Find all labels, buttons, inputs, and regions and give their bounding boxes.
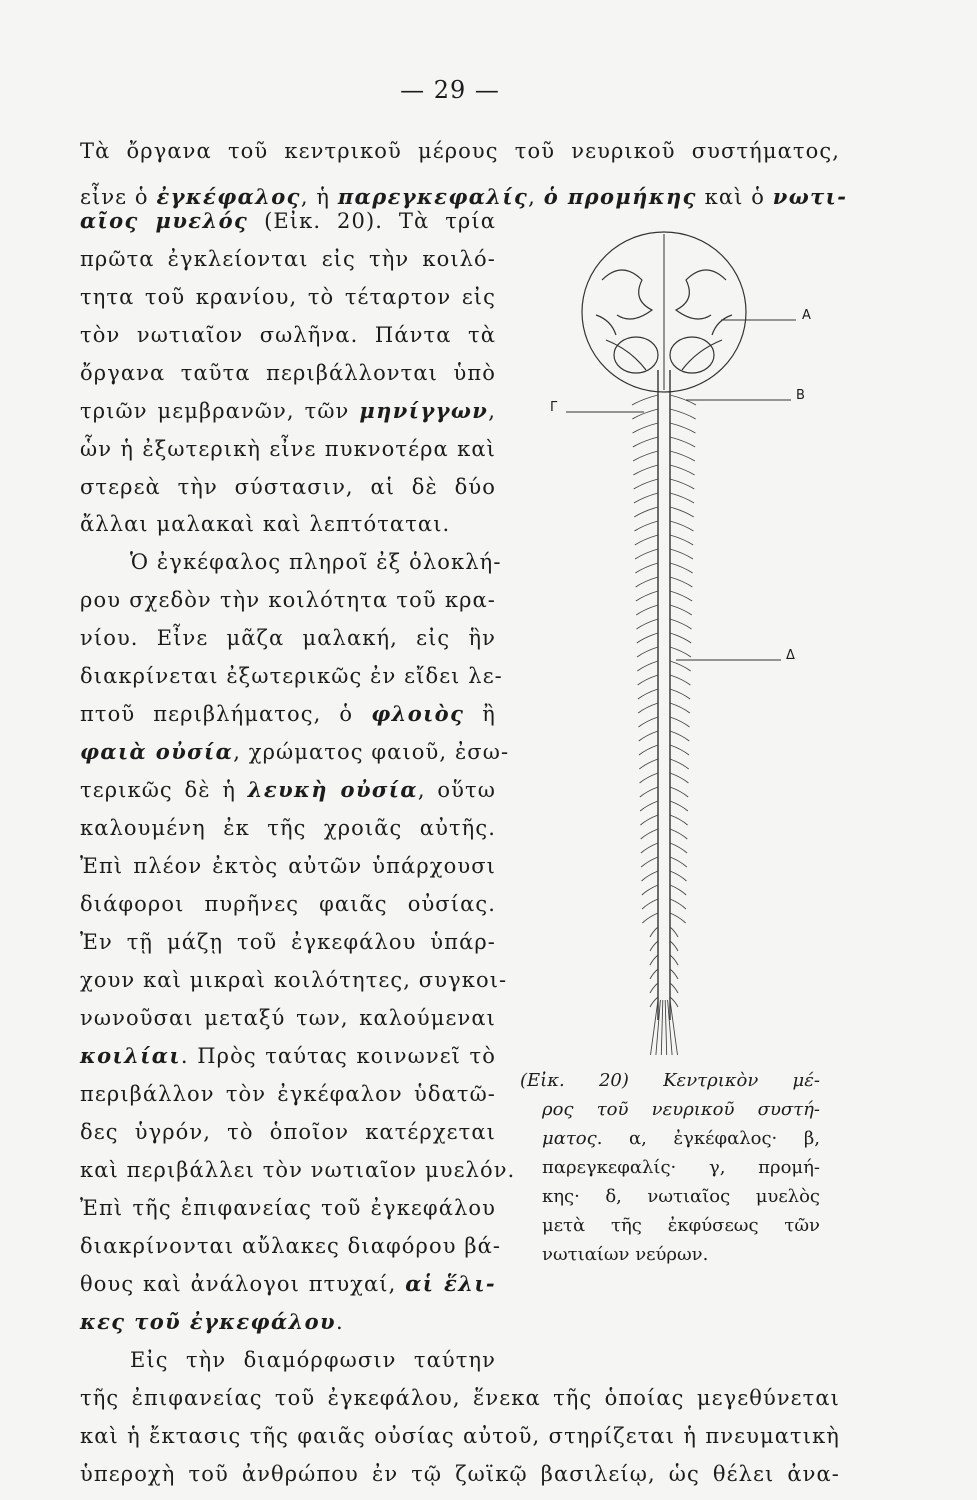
text-line: εἶνε ὁ ἐγκέφαλος, ἡ παρεγκεφαλίς, ὁ προμήκης καὶ ὁ νωτι-	[80, 184, 848, 209]
figure-caption	[520, 1066, 820, 1269]
text-line: Εἰς τὴν διαμόρφωσιν ταύτην	[130, 1348, 496, 1372]
caption-line: μετὰ τῆς ἐκφύσεως τῶν	[542, 1215, 820, 1236]
text-line: καὶ περιβάλλει τὸν νωτιαῖον μυελόν.	[80, 1158, 516, 1182]
text-line: τῆς ἐπιφανείας τοῦ ἐγκεφάλου, ἕνεκα τῆς ὁποίας μεγεθύνεται	[80, 1386, 840, 1410]
brain-spinal-cord-illustration	[536, 220, 836, 1060]
cerebellum-left	[614, 337, 658, 373]
text-line: τριῶν μεμβρανῶν, τῶν μηνίγγων,	[80, 398, 496, 423]
text-line: τητα τοῦ κρανίου, τὸ τέταρτον εἰς	[80, 285, 496, 309]
text-line: νωνοῦσαι μεταξύ των, καλούμεναι	[80, 1006, 496, 1030]
caption-line: (Εἰκ. 20) Κεντρικὸν μέ-	[520, 1070, 820, 1091]
text-line: ὄργανα ταῦτα περιβάλλονται ὑπὸ	[80, 361, 496, 385]
text-line: ἄλλαι μαλακαὶ καὶ λεπτόταται.	[80, 512, 451, 536]
text-line: Τὰ ὄργανα τοῦ κεντρικοῦ μέρους τοῦ νευρικοῦ συστήματος,	[80, 139, 840, 163]
text-line: δες ὑγρόν, τὸ ὁποῖον κατέρχεται	[80, 1120, 496, 1144]
text-line: αῖος μυελός (Εἰκ. 20). Τὰ τρία	[80, 208, 496, 233]
nervous-system-figure	[536, 220, 836, 1060]
text-line: Ὁ ἐγκέφαλος πληροῖ ἐξ ὁλοκλή-	[130, 550, 502, 574]
text-line: πρῶτα ἐγκλείονται εἰς τὴν κοιλό-	[80, 247, 496, 271]
text-line: θους καὶ ἀνάλογοι πτυχαί, αἱ ἕλι-	[80, 1271, 496, 1296]
text-line: νίου. Εἶνε μᾶζα μαλακή, εἰς ἣν	[80, 626, 496, 650]
text-line: ὧν ἡ ἐξωτερικὴ εἶνε πυκνοτέρα καὶ	[80, 437, 496, 461]
text-line: στερεὰ τὴν σύστασιν, αἱ δὲ δύο	[80, 475, 496, 499]
text-line: Ἐπὶ πλέον ἐκτὸς αὐτῶν ὑπάρχουσι	[80, 854, 496, 878]
text-line: φαιὰ οὐσία, χρώματος φαιοῦ, ἐσω-	[80, 739, 510, 764]
text-line: Ἐν τῇ μάζῃ τοῦ ἐγκεφάλου ὑπάρ-	[80, 930, 496, 954]
text-line: καὶ ἡ ἔκτασις τῆς φαιᾶς οὐσίας αὐτοῦ, στηρίζεται ἡ πνευματικὴ	[80, 1424, 840, 1448]
text-line: ρου σχεδὸν τὴν κοιλότητα τοῦ κρα-	[80, 588, 496, 612]
text-line: Ἐπὶ τῆς ἐπιφανείας τοῦ ἐγκεφάλου	[80, 1196, 496, 1220]
caption-line: νωτιαίων νεύρων.	[542, 1244, 709, 1265]
figure-label-a: A	[802, 308, 811, 323]
cerebellum-right	[670, 337, 714, 373]
text-line: κοιλίαι. Πρὸς ταύτας κοινωνεῖ τὸ	[80, 1043, 496, 1068]
text-line: περιβάλλον τὸν ἐγκέφαλον ὑδατῶ-	[80, 1082, 496, 1106]
text-line: κες τοῦ ἐγκεφάλου.	[80, 1309, 344, 1334]
caption-line: κης· δ, νωτιαῖος μυελὸς	[542, 1186, 820, 1207]
text-line: διακρίνεται ἐξωτερικῶς ἐν εἴδει λε-	[80, 664, 503, 688]
text-line: διάφοροι πυρῆνες φαιᾶς οὐσίας.	[80, 892, 496, 916]
text-line: χουν καὶ μικραὶ κοιλότητες, συγκοι-	[80, 968, 508, 992]
figure-label-d: Δ	[786, 648, 795, 663]
text-line: πτοῦ περιβλήματος, ὁ φλοιὸς ἢ	[80, 701, 496, 726]
spinal-nerves	[632, 395, 696, 1055]
text-line: διακρίνονται αὔλακες διαφόρου βά-	[80, 1234, 502, 1258]
text-line: τὸν νωτιαῖον σωλῆνα. Πάντα τὰ	[80, 323, 496, 347]
figure-label-g: Γ	[550, 400, 558, 415]
text-line: τερικῶς δὲ ἡ λευκὴ οὐσία, οὕτω	[80, 777, 496, 802]
figure-label-b: B	[796, 388, 805, 403]
text-line: ὑπεροχὴ τοῦ ἀνθρώπου ἐν τῷ ζωϊκῷ βασιλείῳ, ὡς θέλει ἀνα-	[80, 1462, 840, 1486]
caption-line: παρεγκεφαλίς· γ, προμή-	[542, 1157, 820, 1178]
page-number: — 29 —	[400, 76, 500, 104]
text-line: καλουμένη ἐκ τῆς χροιᾶς αὐτῆς.	[80, 816, 496, 840]
spinal-cord	[658, 370, 670, 1020]
caption-line: ρος τοῦ νευρικοῦ συστή-	[542, 1099, 820, 1120]
caption-line: ματος. α, ἐγκέφαλος· β,	[542, 1128, 820, 1149]
